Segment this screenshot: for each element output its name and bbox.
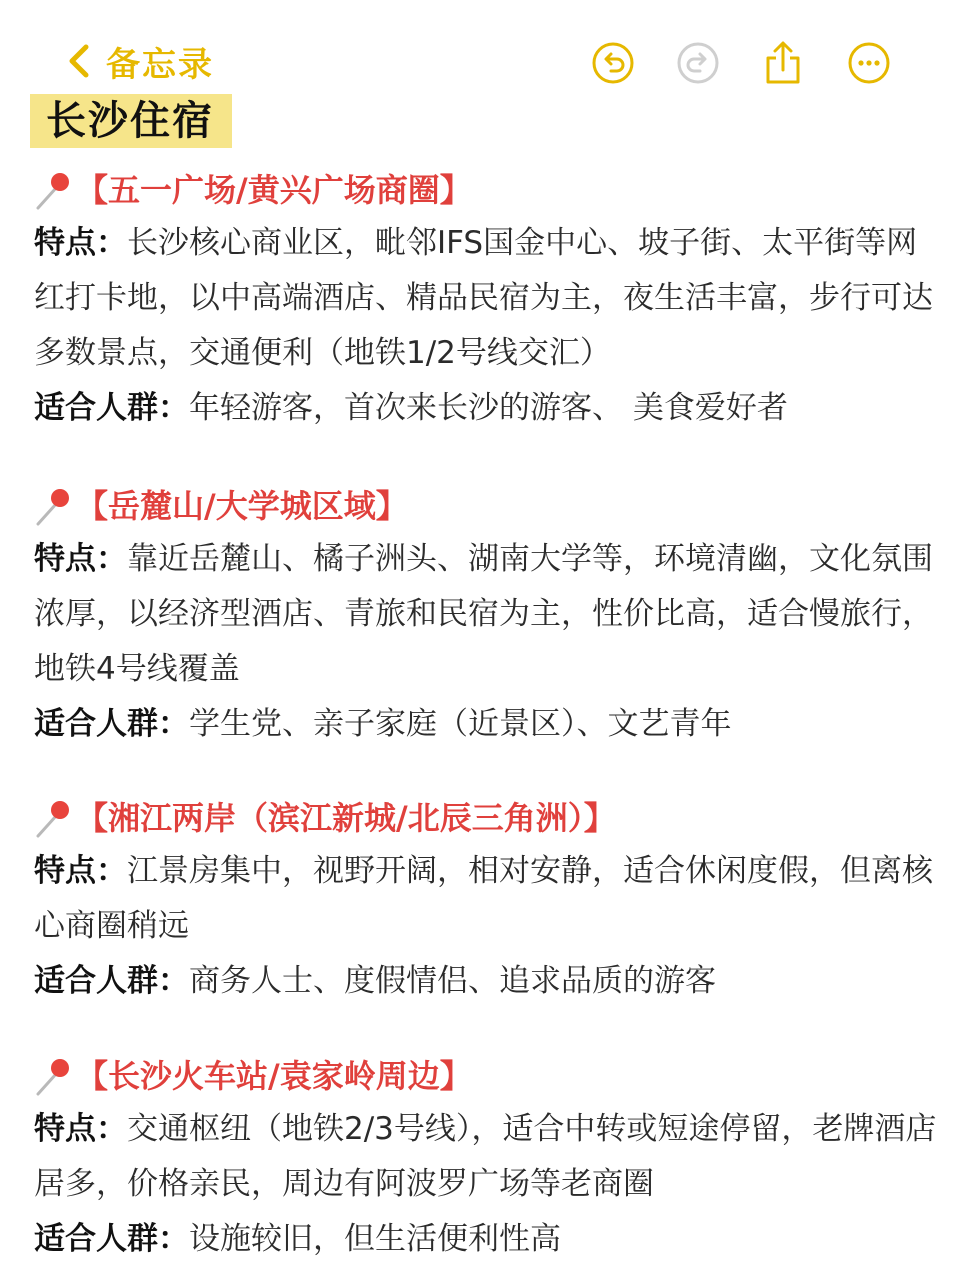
section-title: 【长沙火车站/袁家岭周边】 [76, 1057, 472, 1095]
feature-label: 特点： [34, 225, 127, 261]
audience-label: 适合人群： [34, 1221, 189, 1257]
feature-paragraph [34, 1102, 946, 1212]
feature-paragraph [34, 216, 946, 381]
back-button[interactable] [64, 38, 214, 84]
more-button[interactable] [846, 40, 892, 86]
section-header [0, 484, 960, 530]
section-header [0, 1054, 960, 1100]
feature-text: 交通枢纽（地铁2/3号线），适合中转或短途停留，老牌酒店居多，价格亲民，周边有阿波罗广场等老商圈 [34, 1111, 937, 1202]
audience-label: 适合人群： [34, 706, 189, 742]
feature-paragraph [34, 844, 946, 954]
feature-text: 江景房集中，视野开阔，相对安静，适合休闲度假，但离核心商圈稍远 [34, 853, 933, 944]
section-yuelu-mountain [0, 484, 960, 752]
feature-paragraph [34, 532, 946, 697]
share-icon [760, 40, 806, 86]
undo-button[interactable] [590, 40, 636, 86]
feature-label: 特点： [34, 1111, 127, 1147]
section-title: 【五一广场/黄兴广场商圈】 [76, 171, 472, 209]
share-button[interactable] [760, 40, 806, 86]
pushpin-icon [34, 484, 74, 528]
feature-label: 特点： [34, 541, 127, 577]
audience-paragraph [34, 697, 946, 752]
note-title: 长沙住宿 [30, 94, 232, 148]
section-xiangjiang-banks [0, 796, 960, 1009]
audience-paragraph [34, 381, 946, 436]
note-toolbar [0, 0, 960, 100]
more-icon [846, 40, 892, 86]
audience-paragraph [34, 954, 946, 1009]
audience-paragraph [34, 1212, 946, 1267]
pushpin-icon [34, 1054, 74, 1098]
pushpin-icon [34, 168, 74, 212]
audience-label: 适合人群： [34, 963, 189, 999]
audience-text: 学生党、亲子家庭（近景区）、文艺青年 [189, 706, 732, 742]
audience-text: 商务人士、度假情侣、追求品质的游客 [189, 963, 716, 999]
feature-text: 靠近岳麓山、橘子洲头、湖南大学等，环境清幽，文化氛围浓厚，以经济型酒店、青旅和民宿为主，性价比高，适合慢旅行，地铁4号线覆盖 [34, 541, 933, 687]
section-header [0, 168, 960, 214]
chevron-left-icon [64, 41, 94, 81]
redo-icon [675, 40, 721, 86]
pushpin-icon [34, 796, 74, 840]
feature-label: 特点： [34, 853, 127, 889]
feature-text: 长沙核心商业区，毗邻IFS国金中心、坡子街、太平街等网红打卡地，以中高端酒店、精品民宿为主，夜生活丰富，步行可达多数景点，交通便利（地铁1/2号线交汇） [34, 225, 933, 371]
section-wuyi-square [0, 168, 960, 436]
back-label: 备忘录 [106, 44, 214, 85]
section-title: 【湘江两岸（滨江新城/北辰三角洲）】 [76, 799, 616, 837]
section-title: 【岳麓山/大学城区域】 [76, 487, 408, 525]
audience-label: 适合人群： [34, 390, 189, 426]
section-railway-station [0, 1054, 960, 1267]
section-header [0, 796, 960, 842]
redo-button[interactable] [675, 40, 721, 86]
undo-icon [590, 40, 636, 86]
audience-text: 年轻游客，首次来长沙的游客、 美食爱好者 [189, 390, 788, 426]
audience-text: 设施较旧，但生活便利性高 [189, 1221, 561, 1257]
